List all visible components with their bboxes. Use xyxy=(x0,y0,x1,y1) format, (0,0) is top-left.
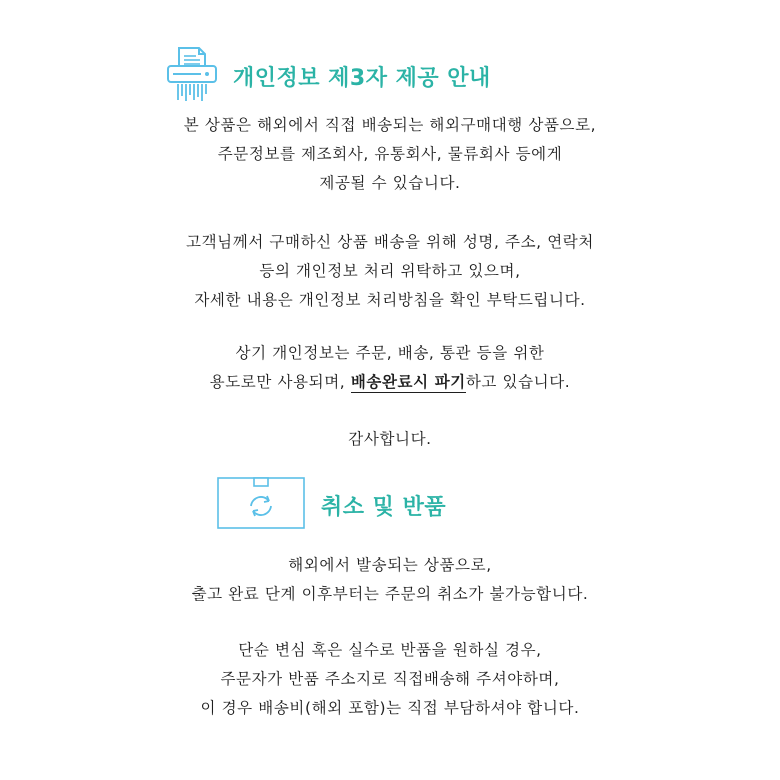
text-line: 제공될 수 있습니다. xyxy=(319,174,461,192)
text-line: 해외에서 발송되는 상품으로, xyxy=(288,556,492,574)
cancel-section-header xyxy=(217,478,446,532)
privacy-paragraph-3 xyxy=(0,339,780,397)
text-line: 자세한 내용은 개인정보 처리방침을 확인 부탁드립니다. xyxy=(194,291,586,309)
shredder-icon xyxy=(165,46,219,106)
cancel-paragraph-1 xyxy=(0,551,780,609)
text-line: 단순 변심 혹은 실수로 반품을 원하실 경우, xyxy=(238,641,542,659)
cancel-section-title: 취소 및 반품 xyxy=(321,494,447,520)
privacy-section-header xyxy=(165,48,491,104)
text-line: 고객님께서 구매하신 상품 배송을 위해 성명, 주소, 연락처 xyxy=(186,233,594,251)
emphasis-disposal-notice: 배송완료시 파기 xyxy=(350,373,466,391)
text-line: 이 경우 배송비(해외 포함)는 직접 부담하셔야 합니다. xyxy=(200,699,580,717)
text-line-with-emphasis xyxy=(0,368,780,397)
privacy-paragraph-1 xyxy=(0,111,780,198)
text-line: 주문정보를 제조회사, 유통회사, 물류회사 등에게 xyxy=(217,145,563,163)
text-line: 등의 개인정보 처리 위탁하고 있으며, xyxy=(259,262,521,280)
thanks-text: 감사합니다. xyxy=(348,430,432,448)
privacy-paragraph-2 xyxy=(0,228,780,315)
privacy-thanks xyxy=(0,425,780,454)
cancel-paragraph-2 xyxy=(0,636,780,723)
text-line: 본 상품은 해외에서 직접 배송되는 해외구매대행 상품으로, xyxy=(183,116,597,134)
text-segment: 하고 있습니다. xyxy=(465,373,571,391)
text-segment: 용도로만 사용되며, xyxy=(209,373,351,391)
return-box-icon xyxy=(217,476,305,534)
privacy-section-title: 개인정보 제3자 제공 안내 xyxy=(233,65,491,91)
text-line: 주문자가 반품 주소지로 직접배송해 주셔야하며, xyxy=(220,670,560,688)
text-line: 출고 완료 단계 이후부터는 주문의 취소가 불가능합니다. xyxy=(191,585,589,603)
text-line: 상기 개인정보는 주문, 배송, 통관 등을 위한 xyxy=(235,344,545,362)
